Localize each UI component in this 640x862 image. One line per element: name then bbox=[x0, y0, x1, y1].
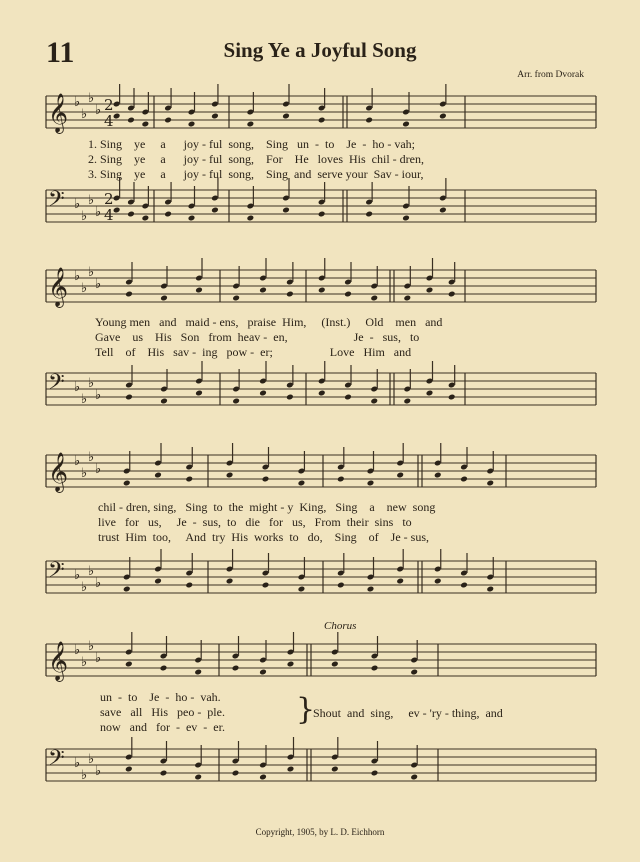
notehead bbox=[318, 287, 326, 294]
bass-clef: 𝄢 bbox=[48, 187, 65, 217]
flat-sign: ♭ bbox=[88, 91, 95, 106]
treble-clef: 𝄞 bbox=[48, 641, 69, 681]
notehead bbox=[367, 480, 375, 487]
notehead bbox=[194, 774, 202, 781]
flat-sign: ♭ bbox=[88, 376, 95, 391]
flat-sign: ♭ bbox=[95, 103, 102, 118]
notehead bbox=[331, 661, 339, 668]
notehead bbox=[337, 582, 345, 589]
flat-sign: ♭ bbox=[81, 392, 88, 407]
notehead bbox=[403, 295, 411, 302]
notehead bbox=[125, 766, 133, 773]
notehead bbox=[282, 113, 290, 120]
flat-sign: ♭ bbox=[95, 388, 102, 403]
lyric-line: Tell of His sav - ing pow - er; Love Him and bbox=[95, 345, 412, 359]
notehead bbox=[262, 476, 270, 483]
time-signature-top: 2 bbox=[104, 190, 114, 208]
system-1-lyrics bbox=[88, 137, 424, 182]
flat-sign: ♭ bbox=[74, 197, 81, 212]
notehead bbox=[164, 211, 172, 218]
notehead bbox=[439, 113, 447, 120]
notehead bbox=[371, 665, 379, 672]
flat-sign: ♭ bbox=[95, 205, 102, 220]
notehead bbox=[410, 669, 418, 676]
copyright-notice: Copyright, 1905, by L. D. Eichhorn bbox=[255, 827, 385, 837]
flat-sign: ♭ bbox=[81, 466, 88, 481]
system-4-lyrics bbox=[100, 690, 225, 735]
notehead bbox=[344, 291, 352, 298]
system-2-lyrics bbox=[95, 315, 442, 360]
notehead bbox=[410, 774, 418, 781]
lyric-line: Gave us His Son from heav - en, Je - sus, to bbox=[95, 330, 420, 344]
lyric-line: un - to Je - ho - vah. bbox=[100, 690, 221, 704]
notehead bbox=[127, 117, 135, 124]
notehead bbox=[185, 476, 193, 483]
lyric-line: now and for - ev - er. bbox=[100, 720, 225, 734]
lyric-line: Young men and maid - ens, praise Him, (Inst.) Old men and bbox=[95, 315, 443, 329]
notehead bbox=[318, 390, 326, 397]
flat-sign: ♭ bbox=[88, 193, 95, 208]
flat-sign: ♭ bbox=[95, 462, 102, 477]
notehead bbox=[439, 207, 447, 214]
flat-sign: ♭ bbox=[74, 95, 81, 110]
notehead bbox=[142, 215, 150, 222]
notehead bbox=[232, 398, 240, 405]
notehead bbox=[365, 211, 373, 218]
notehead bbox=[113, 113, 121, 120]
flat-sign: ♭ bbox=[95, 277, 102, 292]
notehead bbox=[402, 121, 410, 128]
flat-sign: ♭ bbox=[81, 107, 88, 122]
flat-sign: ♭ bbox=[74, 454, 81, 469]
time-signature-top: 2 bbox=[104, 96, 114, 114]
arranger-credit: Arr. from Dvorak bbox=[517, 70, 584, 80]
notehead bbox=[367, 586, 375, 593]
notehead bbox=[298, 480, 306, 487]
notehead bbox=[286, 394, 294, 401]
notehead bbox=[403, 398, 411, 405]
notehead bbox=[426, 287, 434, 294]
flat-sign: ♭ bbox=[95, 764, 102, 779]
notehead bbox=[460, 582, 468, 589]
treble-clef: 𝄞 bbox=[48, 267, 69, 307]
notehead bbox=[195, 287, 203, 294]
notehead bbox=[259, 774, 267, 781]
notehead bbox=[232, 295, 240, 302]
notehead bbox=[287, 661, 295, 668]
flat-sign: ♭ bbox=[81, 209, 88, 224]
flat-sign: ♭ bbox=[74, 568, 81, 583]
notehead bbox=[232, 770, 240, 777]
notehead bbox=[160, 770, 168, 777]
notehead bbox=[434, 472, 442, 479]
notehead bbox=[396, 578, 404, 585]
flat-sign: ♭ bbox=[88, 639, 95, 654]
flat-sign: ♭ bbox=[95, 651, 102, 666]
flat-sign: ♭ bbox=[74, 269, 81, 284]
notehead bbox=[486, 480, 494, 487]
notehead bbox=[259, 287, 267, 294]
lyric-line: live for us, Je - sus, to die for us, From their sins to bbox=[98, 515, 412, 529]
lyric-brace: } bbox=[296, 692, 316, 727]
notehead bbox=[226, 472, 234, 479]
notehead bbox=[113, 207, 121, 214]
notehead bbox=[211, 207, 219, 214]
notehead bbox=[370, 398, 378, 405]
notehead bbox=[194, 669, 202, 676]
notehead bbox=[298, 586, 306, 593]
notehead bbox=[318, 211, 326, 218]
notehead bbox=[127, 211, 135, 218]
flat-sign: ♭ bbox=[74, 756, 81, 771]
time-signature-bottom: 4 bbox=[104, 112, 114, 130]
notehead bbox=[318, 117, 326, 124]
flat-sign: ♭ bbox=[74, 643, 81, 658]
notehead bbox=[160, 665, 168, 672]
lyric-line: chil - dren, sing, Sing to the might - y King, Sing a new song bbox=[98, 500, 436, 514]
notehead bbox=[337, 476, 345, 483]
notehead bbox=[344, 394, 352, 401]
notehead bbox=[232, 665, 240, 672]
treble-clef: 𝄞 bbox=[48, 93, 69, 133]
hymn-number: 11 bbox=[46, 36, 75, 69]
notehead bbox=[259, 669, 267, 676]
notehead bbox=[365, 117, 373, 124]
flat-sign: ♭ bbox=[74, 380, 81, 395]
notehead bbox=[160, 398, 168, 405]
hymn-title: Sing Ye a Joyful Song bbox=[223, 38, 417, 62]
notehead bbox=[370, 295, 378, 302]
flat-sign: ♭ bbox=[88, 564, 95, 579]
notehead bbox=[371, 770, 379, 777]
notehead bbox=[188, 215, 196, 222]
notehead bbox=[396, 472, 404, 479]
notehead bbox=[286, 291, 294, 298]
treble-clef: 𝄞 bbox=[48, 452, 69, 492]
lyric-line: save all His peo - ple. bbox=[100, 705, 225, 719]
notehead bbox=[195, 390, 203, 397]
notehead bbox=[434, 578, 442, 585]
flat-sign: ♭ bbox=[95, 576, 102, 591]
notehead bbox=[164, 117, 172, 124]
notehead bbox=[125, 291, 133, 298]
notehead bbox=[123, 586, 131, 593]
notehead bbox=[282, 207, 290, 214]
chorus-lyric: Shout and sing, ev - 'ry - thing, and bbox=[313, 706, 503, 720]
notehead bbox=[486, 586, 494, 593]
notehead bbox=[402, 215, 410, 222]
chorus-label: Chorus bbox=[324, 620, 357, 632]
time-signature-bottom: 4 bbox=[104, 206, 114, 224]
flat-sign: ♭ bbox=[81, 580, 88, 595]
flat-sign: ♭ bbox=[81, 768, 88, 783]
notehead bbox=[448, 394, 456, 401]
lyric-line: 1. Sing ye a joy - ful song, Sing un - to Je - ho - vah; bbox=[88, 137, 415, 151]
notehead bbox=[123, 480, 131, 487]
flat-sign: ♭ bbox=[81, 655, 88, 670]
notehead bbox=[154, 472, 162, 479]
notehead bbox=[287, 766, 295, 773]
notehead bbox=[160, 295, 168, 302]
lyric-line: 2. Sing ye a joy - ful song, For He loves His chil - dren, bbox=[88, 152, 424, 166]
flat-sign: ♭ bbox=[81, 281, 88, 296]
flat-sign: ♭ bbox=[88, 752, 95, 767]
notehead bbox=[185, 582, 193, 589]
lyric-line: trust Him too, And try His works to do, Sing of Je - sus, bbox=[98, 530, 430, 544]
flat-sign: ♭ bbox=[88, 450, 95, 465]
notehead bbox=[125, 661, 133, 668]
lyric-line: 3. Sing ye a joy - ful song, Sing and serve your Sav - iour, bbox=[88, 167, 424, 181]
notehead bbox=[460, 476, 468, 483]
notehead bbox=[262, 582, 270, 589]
notehead bbox=[142, 121, 150, 128]
notehead bbox=[426, 390, 434, 397]
system-3-lyrics bbox=[98, 500, 435, 545]
notehead bbox=[154, 578, 162, 585]
notehead bbox=[247, 121, 255, 128]
bass-clef: 𝄢 bbox=[48, 370, 65, 400]
notehead bbox=[125, 394, 133, 401]
notehead bbox=[247, 215, 255, 222]
bass-clef: 𝄢 bbox=[48, 746, 65, 776]
notehead bbox=[448, 291, 456, 298]
flat-sign: ♭ bbox=[88, 265, 95, 280]
notehead bbox=[226, 578, 234, 585]
notehead bbox=[211, 113, 219, 120]
notehead bbox=[188, 121, 196, 128]
bass-clef: 𝄢 bbox=[48, 558, 65, 588]
notehead bbox=[259, 390, 267, 397]
notehead bbox=[331, 766, 339, 773]
